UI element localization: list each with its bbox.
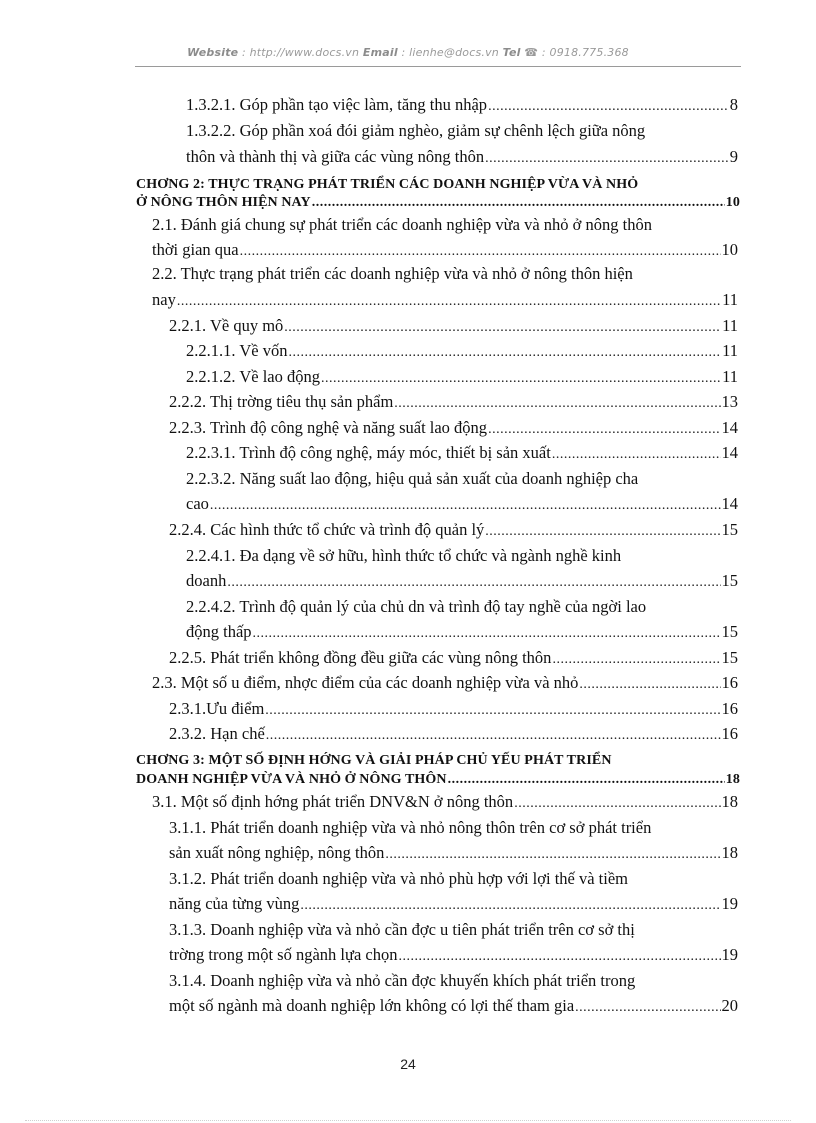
toc-entry	[152, 671, 738, 695]
toc-entry	[169, 867, 700, 891]
toc-entry-page: 11	[722, 341, 738, 360]
page-header	[0, 46, 816, 59]
toc-entry	[186, 544, 690, 568]
toc-leader-dots	[240, 240, 721, 262]
toc-entry-title: 2.2.3.2. Năng suất lao động, hiệu quả sản xuất của doanh nghiệp cha	[186, 469, 639, 488]
toc-entry	[152, 238, 738, 262]
toc-entry-title: 2.2.5. Phát triển không đồng đều giữa các vùng nông thôn	[169, 648, 552, 667]
toc-leader-dots	[253, 622, 721, 644]
toc-entry	[169, 994, 738, 1018]
toc-entry-title: nay	[152, 290, 176, 309]
toc-entry-page: 19	[721, 894, 738, 913]
toc-entry	[152, 213, 730, 237]
toc-entry	[186, 569, 738, 593]
toc-entry-title: 2.2.1.1. Về vốn	[186, 341, 288, 360]
toc-entry-title: 2.2.1. Về quy mô	[169, 316, 284, 335]
toc-entry	[169, 314, 738, 338]
toc-entry-page: 14	[721, 418, 738, 437]
toc-entry-title: 3.1.2. Phát triển doanh nghiệp vừa và nhỏ phù hợp với lợi thế và tiềm	[169, 869, 629, 888]
toc-entry-title: 3.1.3. Doanh nghiệp vừa và nhỏ cần đợc u tiên phát triển trên cơ sở thị	[169, 920, 635, 939]
toc-entry	[169, 697, 738, 721]
toc-entry	[186, 620, 738, 644]
toc-entry-page: 18	[721, 792, 738, 811]
toc-leader-dots	[177, 290, 721, 312]
toc-entry-page: 19	[721, 945, 738, 964]
toc-entry-page: 16	[721, 724, 738, 743]
page-bottom-divider	[25, 1120, 791, 1121]
toc-entry-page: 14	[721, 443, 738, 462]
toc-entry-page: 18	[721, 843, 738, 862]
toc-leader-dots	[284, 316, 721, 338]
toc-entry	[169, 646, 738, 670]
toc-leader-dots	[579, 673, 720, 695]
toc-entry	[169, 943, 738, 967]
toc-entry-title: thôn và thành thị và giữa các vùng nông thôn	[186, 147, 485, 166]
toc-entry-page: 11	[722, 316, 738, 335]
toc-entry	[186, 119, 716, 143]
toc-entry-title: động thấp	[186, 622, 252, 641]
toc-entry-page: 18	[725, 772, 740, 787]
toc-entry	[169, 969, 718, 993]
toc-entry	[186, 145, 738, 169]
toc-entry-page: 16	[721, 699, 738, 718]
toc-entry	[186, 595, 730, 619]
toc-entry-page: 10	[725, 195, 740, 210]
toc-chapter-line	[136, 191, 740, 215]
toc-entry-title: 2.2.4.2. Trình độ quản lý của chủ dn và trình độ tay nghề của ngời lao	[186, 597, 647, 616]
toc-chapter-line	[136, 768, 740, 792]
toc-entry-title: 2.2.4. Các hình thức tổ chức và trình độ quản lý	[169, 520, 485, 539]
toc-entry	[186, 339, 738, 363]
toc-entry-title: 2.2.2. Thị trờng tiêu thụ sản phẩm	[169, 392, 394, 411]
toc-leader-dots	[385, 843, 720, 865]
tel-label: Tel	[502, 46, 521, 59]
toc-leader-dots	[394, 392, 720, 414]
toc-entry-title: 2.2.4.1. Đa dạng về sở hữu, hình thức tổ chức và ngành nghề kinh	[186, 546, 622, 565]
toc-leader-dots	[485, 520, 720, 542]
toc-entry-page: 11	[722, 367, 738, 386]
toc-leader-dots	[448, 768, 725, 792]
toc-entry-page: 9	[729, 147, 738, 166]
toc-leader-dots	[552, 443, 721, 465]
website-value: : http://www.docs.vn	[238, 46, 363, 59]
toc-entry-title: 2.2.1.2. Về lao động	[186, 367, 320, 386]
toc-entry	[169, 841, 738, 865]
toc-leader-dots	[514, 792, 720, 814]
tel-value: ☎ : 0918.775.368	[520, 46, 629, 59]
toc-entry	[169, 722, 738, 746]
toc-entry-page: 20	[721, 996, 738, 1015]
email-label: Email	[362, 46, 398, 59]
toc-entry-page: 11	[722, 290, 738, 309]
toc-leader-dots	[488, 418, 720, 440]
toc-entry	[186, 492, 738, 516]
toc-entry-title: 3.1.4. Doanh nghiệp vừa và nhỏ cần đợc khuyến khích phát triển trong	[169, 971, 636, 990]
toc-entry-title: 3.1. Một số định hớng phát triển DNV&N ở nông thôn	[152, 792, 514, 811]
toc-entry-title: trờng trong một số ngành lựa chọn	[169, 945, 398, 964]
toc-entry-title: cao	[186, 494, 209, 513]
toc-entry-title: 1.3.2.1. Góp phần tạo việc làm, tăng thu nhập	[186, 95, 488, 114]
toc-entry-title: 2.3.2. Hạn chế	[169, 724, 265, 743]
toc-entry-title: Ở NÔNG THÔN HIỆN NAY	[136, 195, 311, 210]
toc-leader-dots	[210, 494, 721, 516]
header-divider	[135, 66, 741, 67]
toc-entry-page: 16	[721, 673, 738, 692]
toc-leader-dots	[227, 571, 720, 593]
toc-entry	[169, 390, 738, 414]
page-number: 24	[400, 1056, 416, 1072]
toc-leader-dots	[552, 648, 720, 670]
toc-leader-dots	[398, 945, 720, 967]
toc-leader-dots	[288, 341, 721, 363]
toc-entry	[169, 892, 738, 916]
toc-entry-title: 3.1.1. Phát triển doanh nghiệp vừa và nhỏ nông thôn trên cơ sở phát triển	[169, 818, 652, 837]
toc-entry-title: 2.2.3. Trình độ công nghệ và năng suất lao động	[169, 418, 488, 437]
toc-entry-title: CHƠNG 3: MỘT SỐ ĐỊNH HỚNG VÀ GIẢI PHÁP CHỦ YẾU PHÁT TRIỂN	[136, 753, 612, 768]
toc-entry	[186, 441, 738, 465]
toc-entry-page: 8	[729, 95, 738, 114]
toc-entry-page: 15	[721, 648, 738, 667]
email-value: : lienhe@docs.vn	[397, 46, 503, 59]
toc-leader-dots	[266, 724, 721, 746]
toc-entry-title: sản xuất nông nghiệp, nông thôn	[169, 843, 385, 862]
toc-leader-dots	[265, 699, 720, 721]
toc-entry	[152, 288, 738, 312]
toc-entry-title: 1.3.2.2. Góp phần xoá đói giảm nghèo, giảm sự chênh lệch giữa nông	[186, 121, 646, 140]
toc-entry-page: 15	[721, 622, 738, 641]
toc-entry-title: doanh	[186, 571, 227, 590]
toc-entry-title: 2.3.1.Ưu điểm	[169, 699, 265, 718]
toc-entry	[169, 518, 738, 542]
toc-entry-title: CHƠNG 2: THỰC TRẠNG PHÁT TRIỂN CÁC DOANH NGHIỆP VỪA VÀ NHỎ	[136, 177, 639, 192]
toc-entry-title: 2.2.3.1. Trình độ công nghệ, máy móc, thiết bị sản xuất	[186, 443, 551, 462]
toc-entry-page: 13	[721, 392, 738, 411]
toc-entry-page: 15	[721, 571, 738, 590]
website-label: Website	[187, 46, 239, 59]
toc-leader-dots	[300, 894, 720, 916]
toc-entry-title: DOANH NGHIỆP VỪA VÀ NHỎ Ở NÔNG THÔN	[136, 772, 447, 787]
toc-leader-dots	[321, 367, 721, 389]
toc-entry	[152, 790, 738, 814]
toc-entry	[186, 93, 738, 117]
toc-entry	[186, 467, 710, 491]
toc-leader-dots	[485, 147, 729, 169]
toc-entry	[186, 365, 738, 389]
toc-entry-title: năng của từng vùng	[169, 894, 300, 913]
toc-leader-dots	[312, 191, 725, 215]
toc-entry	[169, 416, 738, 440]
toc-entry-page: 14	[721, 494, 738, 513]
toc-entry	[152, 262, 718, 286]
toc-entry-title: một số ngành mà doanh nghiệp lớn không có lợi thế tham gia	[169, 996, 575, 1015]
toc-entry-title: 2.1. Đánh giá chung sự phát triển các doanh nghiệp vừa và nhỏ ở nông thôn	[152, 215, 652, 234]
toc-entry-title: thời gian qua	[152, 240, 239, 259]
toc-entry	[169, 816, 730, 840]
toc-entry	[169, 918, 726, 942]
toc-entry-title: 2.3. Một số u điểm, nhợc điểm của các doanh nghiệp vừa và nhỏ	[152, 673, 579, 692]
toc-entry-page: 15	[721, 520, 738, 539]
toc-entry-page: 10	[721, 240, 738, 259]
toc-entry-title: 2.2. Thực trạng phát triển các doanh nghiệp vừa và nhỏ ở nông thôn hiện	[152, 264, 633, 283]
toc-leader-dots	[488, 95, 729, 117]
toc-leader-dots	[575, 996, 720, 1018]
